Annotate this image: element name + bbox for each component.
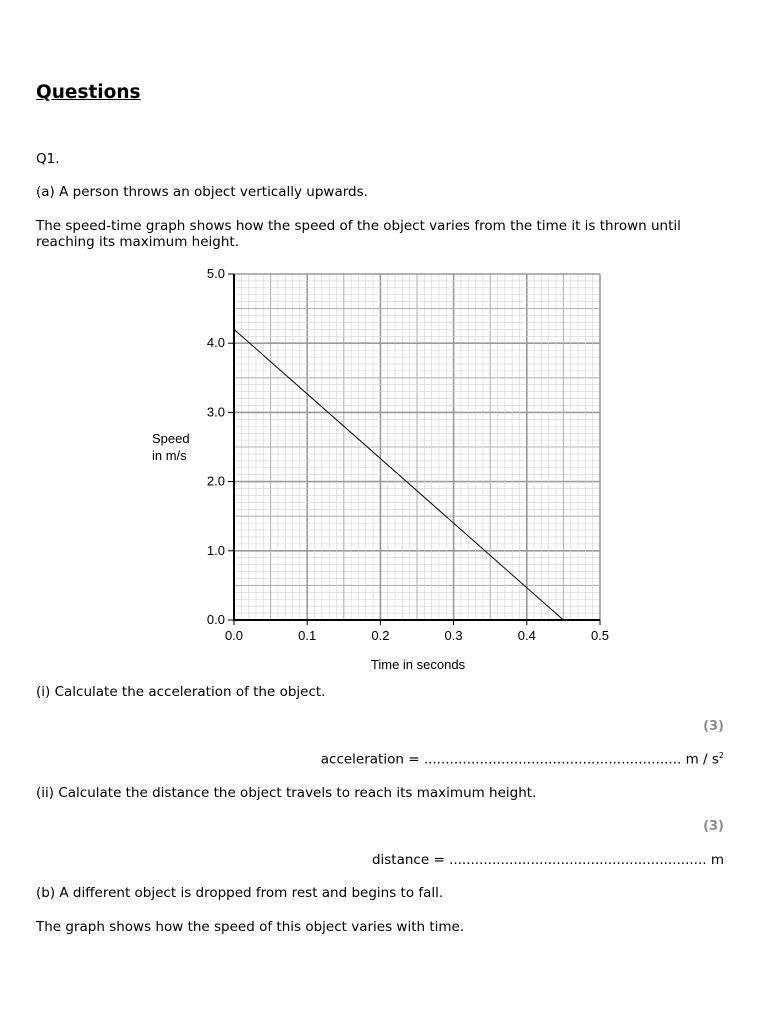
x-axis-label: Time in seconds bbox=[370, 657, 466, 672]
y-tick-label: 0.0 bbox=[206, 612, 225, 627]
x-tick-label: 0.1 bbox=[298, 628, 317, 643]
distance-unit: m bbox=[706, 852, 724, 868]
acceleration-label: acceleration = bbox=[320, 751, 424, 768]
x-tick-label: 0.4 bbox=[517, 628, 536, 643]
page-heading: Questions bbox=[36, 82, 141, 103]
y-tick-label: 2.0 bbox=[206, 473, 225, 489]
part-b-graph-description: The graph shows how the speed of this object varies with time. bbox=[36, 919, 465, 935]
y-axis-label-line2: in m/s bbox=[152, 448, 187, 463]
y-tick-label: 4.0 bbox=[206, 335, 225, 351]
y-tick-label: 5.0 bbox=[206, 266, 225, 281]
distance-answer-line[interactable] bbox=[372, 852, 724, 868]
speed-time-graph bbox=[0, 262, 768, 682]
acceleration-unit: m / s bbox=[681, 751, 719, 768]
part-a-graph-description: The speed-time graph shows how the speed of the object varies from the time it is thrown until reaching its maximum height. bbox=[36, 218, 681, 250]
y-axis-label-line1: Speed bbox=[152, 431, 190, 446]
x-tick-label: 0.5 bbox=[590, 628, 610, 643]
chart-grid bbox=[234, 274, 600, 620]
x-tick-label: 0.3 bbox=[444, 628, 463, 643]
distance-label: distance = bbox=[371, 852, 450, 868]
part-a-i-prompt: (i) Calculate the acceleration of the object. bbox=[36, 684, 326, 700]
part-a-intro: (a) A person throws an object vertically upwards. bbox=[36, 184, 368, 200]
acceleration-unit-exponent: 2 bbox=[718, 751, 724, 760]
part-a-ii-prompt: (ii) Calculate the distance the object travels to reach its maximum height. bbox=[36, 785, 537, 801]
part-b-intro: (b) A different object is dropped from rest and begins to fall. bbox=[36, 885, 444, 901]
acceleration-dots[interactable]: ............................................................ bbox=[423, 751, 682, 768]
question-number: Q1. bbox=[36, 151, 60, 167]
chart-axes bbox=[228, 274, 600, 625]
part-a-ii-marks: (3) bbox=[703, 819, 724, 834]
y-tick-label: 3.0 bbox=[206, 404, 225, 420]
y-tick-label: 1.0 bbox=[206, 542, 225, 558]
part-a-i-marks: (3) bbox=[703, 719, 724, 734]
x-tick-label: 0.0 bbox=[224, 628, 244, 643]
acceleration-answer-line[interactable] bbox=[321, 751, 724, 768]
x-tick-label: 0.2 bbox=[371, 628, 390, 643]
distance-dots[interactable]: ............................................................ bbox=[449, 852, 707, 868]
